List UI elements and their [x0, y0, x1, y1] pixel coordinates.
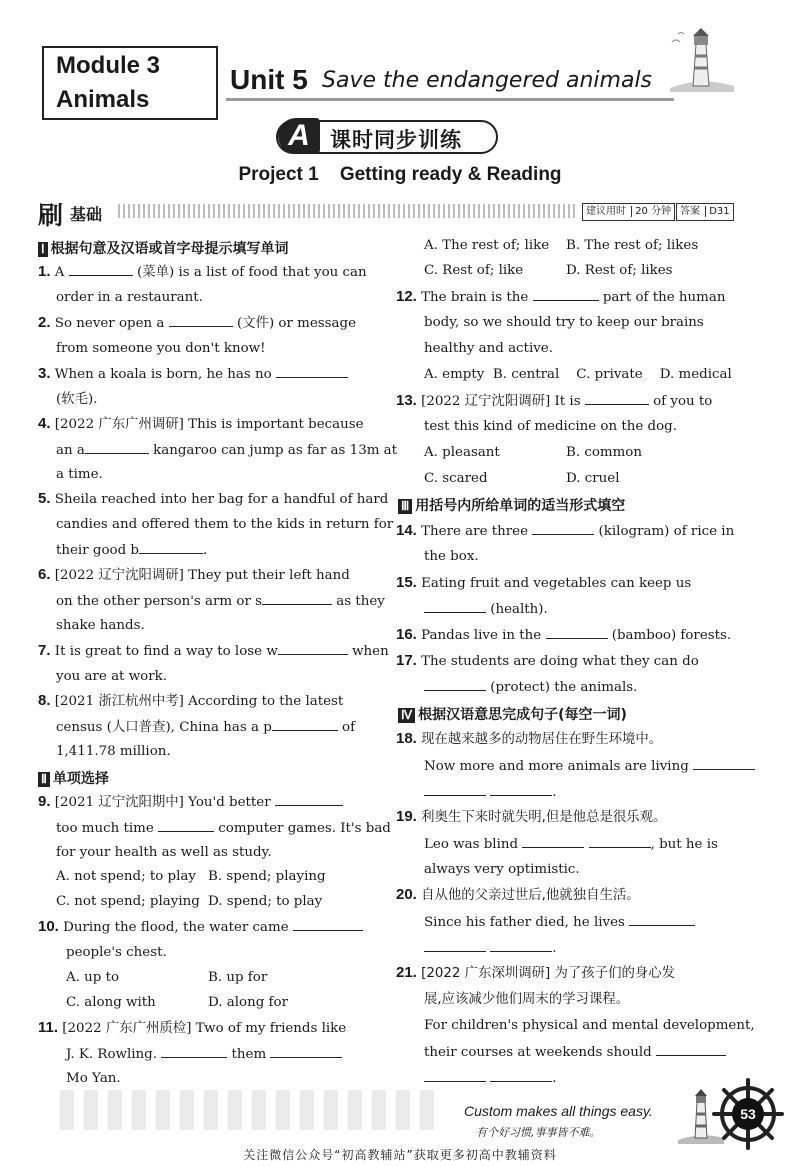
blank[interactable] — [161, 1045, 227, 1058]
question-8: 8. [2021 浙江杭州中考] According to the latest — [38, 692, 344, 709]
question-11: 11. [2022 广东广州质检] Two of my friends like — [38, 1019, 347, 1036]
question-21: 21. [2022 广东深圳调研] 为了孩子们的身心发 — [396, 964, 676, 981]
question-19: 19. 利奥生下来时就失明,但是他总是很乐观。 — [396, 808, 667, 825]
option[interactable]: D. spend; to play — [208, 894, 323, 909]
module-topic: Animals — [56, 86, 150, 113]
option[interactable]: C. not spend; playing — [56, 894, 200, 909]
module-box — [42, 46, 218, 120]
section-1-title: 根据句意及汉语或首字母提示填写单词 — [50, 241, 289, 257]
blank[interactable] — [69, 263, 133, 276]
answer-value: D31 — [705, 206, 729, 217]
option[interactable]: D. cruel — [566, 471, 620, 486]
option[interactable]: C. scared — [424, 471, 488, 486]
question-13: 13. [2022 辽宁沈阳调研] It is of you to — [396, 392, 713, 409]
blank[interactable] — [546, 626, 608, 639]
blank[interactable] — [158, 819, 214, 832]
time-tag — [582, 203, 675, 221]
option[interactable]: A. up to — [66, 970, 120, 985]
question-4: 4. [2022 广东广州调研] This is important because — [38, 415, 364, 432]
blank[interactable] — [629, 913, 695, 926]
page-number: 53 — [732, 1098, 764, 1130]
footer-note: 关注微信公众号“初高教辅站”获取更多初高中教辅资料 — [243, 1148, 557, 1162]
option[interactable]: C. along with — [66, 995, 156, 1010]
section-4-heading: Ⅳ 根据汉语意思完成句子(每空一词) — [398, 704, 627, 724]
section-2-heading: Ⅱ 单项选择 — [38, 768, 109, 788]
title-underline — [226, 98, 674, 101]
question-1: 1. A (菜单) is a list of food that you can — [38, 263, 367, 280]
option[interactable]: B. The rest of; likes — [566, 238, 699, 253]
practice-level: 基础 — [70, 205, 103, 224]
unit-title: Unit 5 — [230, 64, 308, 95]
blank[interactable] — [293, 918, 363, 931]
blank[interactable] — [532, 522, 594, 535]
option[interactable]: B. up for — [208, 970, 268, 985]
option[interactable]: A. pleasant — [424, 445, 500, 460]
option[interactable]: A. The rest of; like — [424, 238, 550, 253]
blank[interactable] — [533, 288, 599, 301]
blank[interactable] — [278, 642, 348, 655]
question-12: 12. The brain is the part of the human — [396, 288, 726, 305]
blank[interactable] — [656, 1043, 726, 1056]
blank[interactable] — [169, 314, 233, 327]
answer-label: 答案 — [680, 206, 700, 217]
blank[interactable] — [424, 783, 486, 796]
blank[interactable] — [490, 783, 552, 796]
blank[interactable] — [424, 1069, 486, 1082]
section-1-number: Ⅰ — [38, 242, 48, 257]
blank[interactable] — [262, 592, 332, 605]
option[interactable]: C. Rest of; like — [424, 263, 524, 278]
stripe-divider — [118, 204, 578, 218]
time-label: 建议用时 — [586, 206, 626, 217]
blank[interactable] — [490, 1069, 552, 1082]
banner-text: 课时同步训练 — [330, 128, 462, 152]
faded-watermark — [60, 1090, 440, 1130]
option[interactable]: A. not spend; to play — [56, 869, 196, 884]
question-6: 6. [2022 辽宁沈阳调研] They put their left hand — [38, 566, 350, 583]
blank[interactable] — [270, 1045, 342, 1058]
blank[interactable] — [693, 757, 755, 770]
unit-subtitle: Save the endangered animals — [322, 68, 653, 93]
blank[interactable] — [275, 793, 343, 806]
motto-english: Custom makes all things easy. — [464, 1103, 653, 1119]
option[interactable]: D. along for — [208, 995, 288, 1010]
module-label: Module 3 — [56, 52, 161, 79]
question-5: 5. Sheila reached into her bag for a handful of hard — [38, 490, 389, 507]
blank[interactable] — [272, 718, 338, 731]
question-20: 20. 自从他的父亲过世后,他就独自生活。 — [396, 886, 640, 903]
question-14: 14. There are three (kilogram) of rice in — [396, 522, 735, 539]
practice-mark: 刷 — [38, 201, 64, 230]
motto-chinese: 有个好习惯,事事皆不难。 — [476, 1126, 601, 1139]
blank[interactable] — [424, 600, 486, 613]
blank[interactable] — [424, 939, 486, 952]
question-3: 3. When a koala is born, he has no — [38, 365, 348, 384]
blank[interactable] — [490, 939, 552, 952]
question-17: 17. The students are doing what they can do — [396, 652, 699, 669]
question-10: 10. During the flood, the water came — [38, 918, 363, 937]
option[interactable]: B. common — [566, 445, 642, 460]
blank[interactable] — [424, 678, 486, 691]
question-18: 18. 现在越来越多的动物居住在野生环境中。 — [396, 730, 663, 747]
question-16: 16. Pandas live in the (bamboo) forests. — [396, 626, 732, 643]
option[interactable]: B. spend; playing — [208, 869, 326, 884]
answer-tag — [676, 203, 734, 221]
blank[interactable] — [585, 392, 649, 405]
blank[interactable] — [276, 365, 348, 378]
options-row[interactable]: A. empty B. central C. private D. medical — [424, 367, 732, 382]
blank[interactable] — [139, 541, 203, 554]
project-title: Project 1 Getting ready & Reading — [238, 164, 562, 185]
lighthouse-icon — [660, 22, 738, 94]
section-1-heading — [38, 238, 289, 258]
question-7: 7. It is great to find a way to lose w when — [38, 642, 389, 659]
banner-letter: A — [278, 118, 320, 154]
question-15: 15. Eating fruit and vegetables can keep us — [396, 574, 692, 591]
blank[interactable] — [589, 835, 651, 848]
blank[interactable] — [522, 835, 584, 848]
question-2: 2. So never open a (文件) or message — [38, 314, 356, 331]
blank[interactable] — [85, 441, 149, 454]
question-9: 9. [2021 辽宁沈阳期中] You'd better — [38, 793, 343, 812]
option[interactable]: D. Rest of; likes — [566, 263, 673, 278]
section-3-heading: Ⅲ 用括号内所给单词的适当形式填空 — [398, 495, 625, 515]
time-value: 20 分钟 — [631, 206, 671, 217]
